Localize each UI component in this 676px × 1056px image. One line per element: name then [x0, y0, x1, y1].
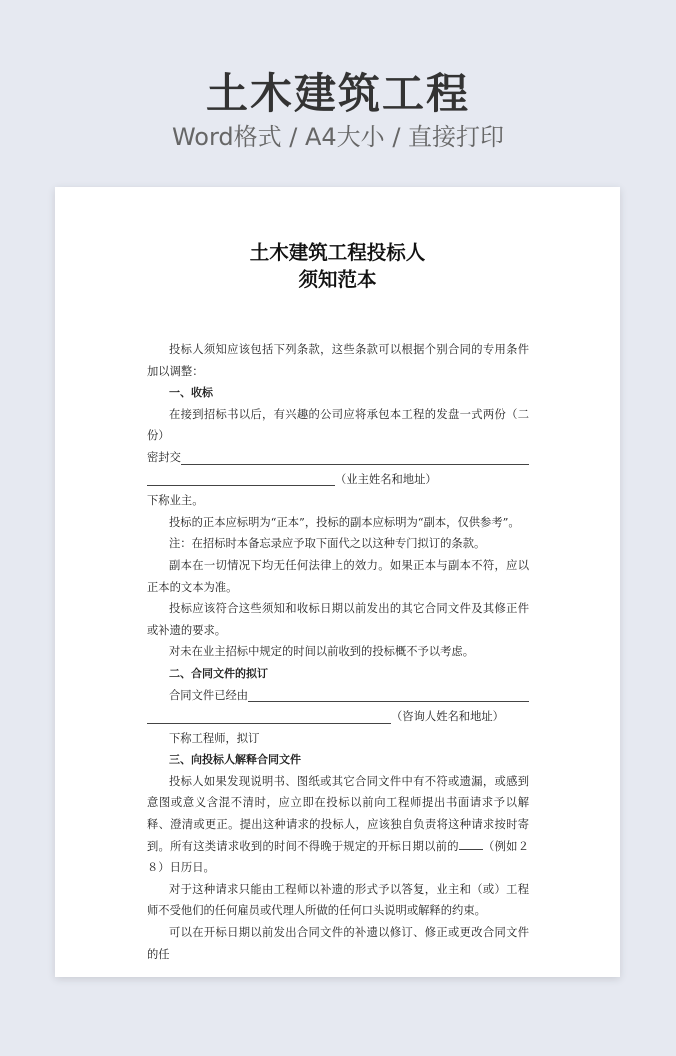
consultant-label-row [147, 706, 529, 728]
section3-p2: 对于这种请求只能由工程师以补遗的形式予以答复，业主和（或）工程师不受他们的任何雇员或代理人所做的任何口头说明或解释的约束。 [147, 882, 529, 918]
banner-title: 土木建筑工程 [205, 69, 470, 118]
intro-paragraph: 投标人须知应该包括下列条款，这些条款可以根据个别合同的专用条件加以调整： [147, 343, 529, 378]
section2-heading: 二、合同文件的拟订 [169, 666, 268, 680]
owner-label: （业主姓名和地址） [335, 472, 437, 486]
section1-p2: 投标的正本应标明为“正本”，投标的副本应标明为“副本，仅供参考”。 [169, 515, 520, 529]
document-page [55, 187, 620, 977]
document-title-line1: 土木建筑工程投标人 [249, 241, 426, 264]
document-title-line2: 须知范本 [298, 268, 377, 291]
section2-p1: 合同文件已经由 [169, 688, 249, 702]
section1-p5: 投标应该符合这些须知和收标日期以前发出的其它合同文件及其修正件或补遗的要求。 [147, 602, 529, 637]
section1-p6: 对未在业主招标中规定的时间以前收到的投标概不予以考虑。 [169, 645, 475, 659]
owner-blank-line-2[interactable] [147, 471, 335, 486]
section1-p1-cont: 密封交 [147, 450, 181, 464]
consultant-blank-row [147, 685, 529, 707]
section2-p2: 下称工程师，拟订 [169, 731, 260, 745]
document-title [55, 239, 620, 293]
consultant-blank-line[interactable] [248, 687, 529, 702]
section1-p3: 注：在招标时本备忘录应予取下面代之以这种专门拟订的条款。 [169, 537, 486, 551]
section3-p3: 可以在开标日期以前发出合同文件的补遗以修订、修正或更改合同文件的任 [147, 926, 529, 961]
days-blank[interactable] [459, 836, 483, 850]
banner-subtitle: Word格式 / A4大小 / 直接打印 [171, 123, 505, 151]
document-body [147, 339, 529, 965]
owner-label-row [147, 469, 529, 491]
section3-heading: 三、向投标人解释合同文件 [169, 753, 301, 767]
section3-p1 [147, 771, 529, 879]
owner-blank-row [147, 447, 529, 469]
section1-p1: 在接到招标书以后，有兴趣的公司应将承包本工程的发盘一式两份（二份） [147, 407, 529, 443]
owner-blank-line[interactable] [181, 450, 529, 465]
section1-p4: 副本在一切情况下均无任何法律上的效力。如果正本与副本不符，应以正本的文本为准。 [147, 558, 529, 594]
consultant-label: （咨询人姓名和地址） [391, 710, 504, 724]
section3-p1-a: 投标人如果发现说明书、图纸或其它合同文件中有不符或遗漏，或感到意图或意义含混不清时，应立即在投标以前向工程师提出书面请求予以解释、澄清或更正。提出这种请求的投标人，应该独自负责将这种请求按时寄到。所有这类请求收到的时间不得晚于规定的开标日期以前的 [147, 774, 529, 853]
section3-p1-b: （例如２８）日历日。 [147, 839, 529, 875]
owner-ref: 下称业主。 [147, 494, 204, 508]
consultant-blank-line-2[interactable] [147, 709, 391, 724]
section1-heading: 一、收标 [169, 386, 213, 400]
